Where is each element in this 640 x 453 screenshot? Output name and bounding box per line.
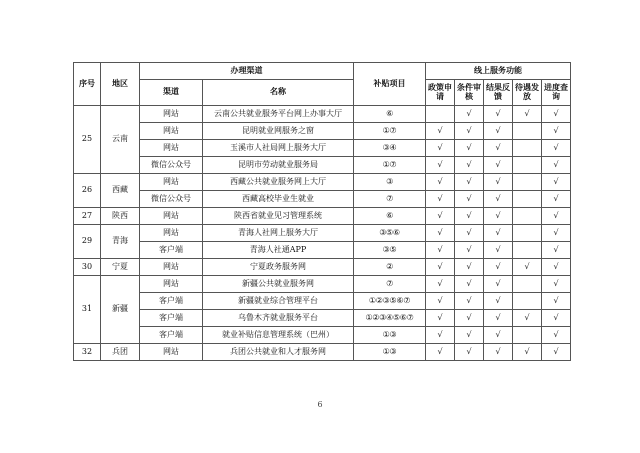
service-name-cell: 乌鲁木齐就业服务平台 (203, 310, 354, 327)
subsidy-cell: ①③ (354, 344, 426, 361)
function-check-cell: √ (426, 123, 455, 140)
function-check-cell: √ (455, 259, 484, 276)
row-number: 26 (74, 174, 101, 208)
function-check-cell: √ (542, 123, 571, 140)
region-cell: 云南 (101, 106, 140, 174)
function-check-cell: √ (484, 157, 513, 174)
header-channel: 渠道 (140, 80, 203, 106)
function-check-cell (513, 208, 542, 225)
row-number: 29 (74, 225, 101, 259)
function-check-cell: √ (455, 327, 484, 344)
subsidy-cell: ③ (354, 174, 426, 191)
page-number: 6 (317, 400, 323, 409)
function-check-cell: √ (542, 344, 571, 361)
subsidy-cell: ①②③④⑤⑥⑦ (354, 310, 426, 327)
header-progress-query: 进度查询 (542, 80, 571, 106)
header-region: 地区 (101, 63, 140, 106)
service-name-cell: 宁夏政务服务网 (203, 259, 354, 276)
table-row (74, 140, 571, 157)
function-check-cell: √ (542, 293, 571, 310)
function-check-cell (513, 276, 542, 293)
function-check-cell (513, 140, 542, 157)
function-check-cell: √ (484, 310, 513, 327)
channel-cell: 客户端 (140, 327, 203, 344)
function-check-cell: √ (455, 242, 484, 259)
table-row (74, 157, 571, 174)
function-check-cell: √ (455, 123, 484, 140)
function-check-cell: √ (455, 225, 484, 242)
table-row (74, 310, 571, 327)
service-name-cell: 西藏高校毕业生就业 (203, 191, 354, 208)
table-row (74, 276, 571, 293)
subsidy-cell: ② (354, 259, 426, 276)
header-result-feedback: 结果反馈 (484, 80, 513, 106)
channel-cell: 网站 (140, 106, 203, 123)
function-check-cell: √ (513, 344, 542, 361)
function-check-cell: √ (455, 344, 484, 361)
service-name-cell: 昆明市劳动就业服务局 (203, 157, 354, 174)
service-name-cell: 兵团公共就业和人才服务网 (203, 344, 354, 361)
subsidy-cell: ③④ (354, 140, 426, 157)
row-number: 32 (74, 344, 101, 361)
table-row (74, 123, 571, 140)
function-check-cell: √ (426, 191, 455, 208)
table-row (74, 208, 571, 225)
function-check-cell: √ (542, 157, 571, 174)
row-number: 27 (74, 208, 101, 225)
function-check-cell: √ (455, 191, 484, 208)
function-check-cell: √ (426, 174, 455, 191)
service-name-cell: 青海人社通APP (203, 242, 354, 259)
function-check-cell: √ (455, 293, 484, 310)
region-cell: 兵团 (101, 344, 140, 361)
function-check-cell: √ (484, 174, 513, 191)
table-row (74, 344, 571, 361)
function-check-cell: √ (426, 293, 455, 310)
function-check-cell: √ (455, 208, 484, 225)
service-name-cell: 西藏公共就业服务网上大厅 (203, 174, 354, 191)
function-check-cell: √ (484, 276, 513, 293)
subsidy-cell: ③⑤⑥ (354, 225, 426, 242)
function-check-cell: √ (484, 327, 513, 344)
service-channel-table (73, 62, 571, 361)
table-row (74, 106, 571, 123)
channel-cell: 客户端 (140, 293, 203, 310)
function-check-cell (513, 191, 542, 208)
function-check-cell: √ (542, 106, 571, 123)
function-check-cell: √ (455, 276, 484, 293)
function-check-cell: √ (484, 106, 513, 123)
function-check-cell: √ (542, 310, 571, 327)
header-subsidy: 补贴项目 (354, 63, 426, 106)
table-row (74, 225, 571, 242)
channel-cell: 微信公众号 (140, 157, 203, 174)
service-name-cell: 新疆就业综合管理平台 (203, 293, 354, 310)
service-name-cell: 就业补贴信息管理系统（巴州） (203, 327, 354, 344)
service-name-cell: 新疆公共就业服务网 (203, 276, 354, 293)
function-check-cell: √ (426, 310, 455, 327)
table-row (74, 327, 571, 344)
subsidy-cell: ⑦ (354, 191, 426, 208)
function-check-cell: √ (542, 276, 571, 293)
channel-cell: 客户端 (140, 242, 203, 259)
channel-cell: 网站 (140, 259, 203, 276)
function-check-cell: √ (484, 191, 513, 208)
region-cell: 新疆 (101, 276, 140, 344)
function-check-cell: √ (542, 242, 571, 259)
function-check-cell: √ (426, 259, 455, 276)
channel-cell: 微信公众号 (140, 191, 203, 208)
service-name-cell: 青海人社网上服务大厅 (203, 225, 354, 242)
service-name-cell: 昆明就业网服务之窗 (203, 123, 354, 140)
channel-cell: 网站 (140, 174, 203, 191)
region-cell: 宁夏 (101, 259, 140, 276)
subsidy-cell: ③⑤ (354, 242, 426, 259)
function-check-cell: √ (455, 174, 484, 191)
function-check-cell: √ (484, 225, 513, 242)
service-name-cell: 玉溪市人社局网上服务大厅 (203, 140, 354, 157)
function-check-cell: √ (426, 208, 455, 225)
channel-cell: 网站 (140, 276, 203, 293)
function-check-cell (426, 106, 455, 123)
function-check-cell: √ (455, 157, 484, 174)
function-check-cell: √ (426, 276, 455, 293)
function-check-cell (513, 157, 542, 174)
header-no: 序号 (74, 63, 101, 106)
function-check-cell: √ (542, 225, 571, 242)
function-check-cell: √ (542, 140, 571, 157)
table-row (74, 174, 571, 191)
function-check-cell (513, 293, 542, 310)
function-check-cell: √ (455, 106, 484, 123)
function-check-cell: √ (484, 208, 513, 225)
service-name-cell: 云南公共就业服务平台网上办事大厅 (203, 106, 354, 123)
function-check-cell: √ (426, 140, 455, 157)
header-benefit-payment: 待遇发放 (513, 80, 542, 106)
function-check-cell (513, 123, 542, 140)
row-number: 31 (74, 276, 101, 344)
table-row (74, 242, 571, 259)
function-check-cell: √ (542, 327, 571, 344)
table-row (74, 191, 571, 208)
function-check-cell (513, 174, 542, 191)
channel-cell: 网站 (140, 225, 203, 242)
header-channel-group: 办理渠道 (140, 63, 354, 80)
subsidy-cell: ①③ (354, 327, 426, 344)
subsidy-cell: ①⑦ (354, 123, 426, 140)
channel-cell: 网站 (140, 208, 203, 225)
function-check-cell: √ (513, 106, 542, 123)
subsidy-cell: ⑥ (354, 208, 426, 225)
subsidy-cell: ①⑦ (354, 157, 426, 174)
table-body (74, 106, 571, 361)
subsidy-cell: ⑦ (354, 276, 426, 293)
channel-cell: 网站 (140, 344, 203, 361)
function-check-cell: √ (426, 327, 455, 344)
function-check-cell: √ (426, 225, 455, 242)
header-online-group: 线上服务功能 (426, 63, 571, 80)
subsidy-cell: ①②③⑤⑥⑦ (354, 293, 426, 310)
region-cell: 青海 (101, 225, 140, 259)
function-check-cell: √ (542, 174, 571, 191)
function-check-cell: √ (542, 191, 571, 208)
region-cell: 西藏 (101, 174, 140, 208)
function-check-cell: √ (542, 259, 571, 276)
function-check-cell: √ (455, 140, 484, 157)
row-number: 25 (74, 106, 101, 174)
function-check-cell (513, 327, 542, 344)
function-check-cell: √ (426, 157, 455, 174)
channel-cell: 客户端 (140, 310, 203, 327)
function-check-cell: √ (484, 259, 513, 276)
header-condition-review: 条件审核 (455, 80, 484, 106)
function-check-cell: √ (484, 242, 513, 259)
function-check-cell: √ (484, 123, 513, 140)
function-check-cell: √ (484, 140, 513, 157)
function-check-cell: √ (455, 310, 484, 327)
channel-cell: 网站 (140, 140, 203, 157)
region-cell: 陕西 (101, 208, 140, 225)
table-row (74, 293, 571, 310)
row-number: 30 (74, 259, 101, 276)
function-check-cell: √ (484, 344, 513, 361)
function-check-cell: √ (513, 259, 542, 276)
function-check-cell (513, 225, 542, 242)
function-check-cell: √ (484, 293, 513, 310)
table-row (74, 259, 571, 276)
subsidy-cell: ⑥ (354, 106, 426, 123)
function-check-cell: √ (513, 310, 542, 327)
header-policy-apply: 政策申请 (426, 80, 455, 106)
function-check-cell: √ (426, 344, 455, 361)
function-check-cell: √ (542, 208, 571, 225)
function-check-cell (513, 242, 542, 259)
channel-cell: 网站 (140, 123, 203, 140)
function-check-cell: √ (426, 242, 455, 259)
header-name: 名称 (203, 80, 354, 106)
service-name-cell: 陕西省就业见习管理系统 (203, 208, 354, 225)
